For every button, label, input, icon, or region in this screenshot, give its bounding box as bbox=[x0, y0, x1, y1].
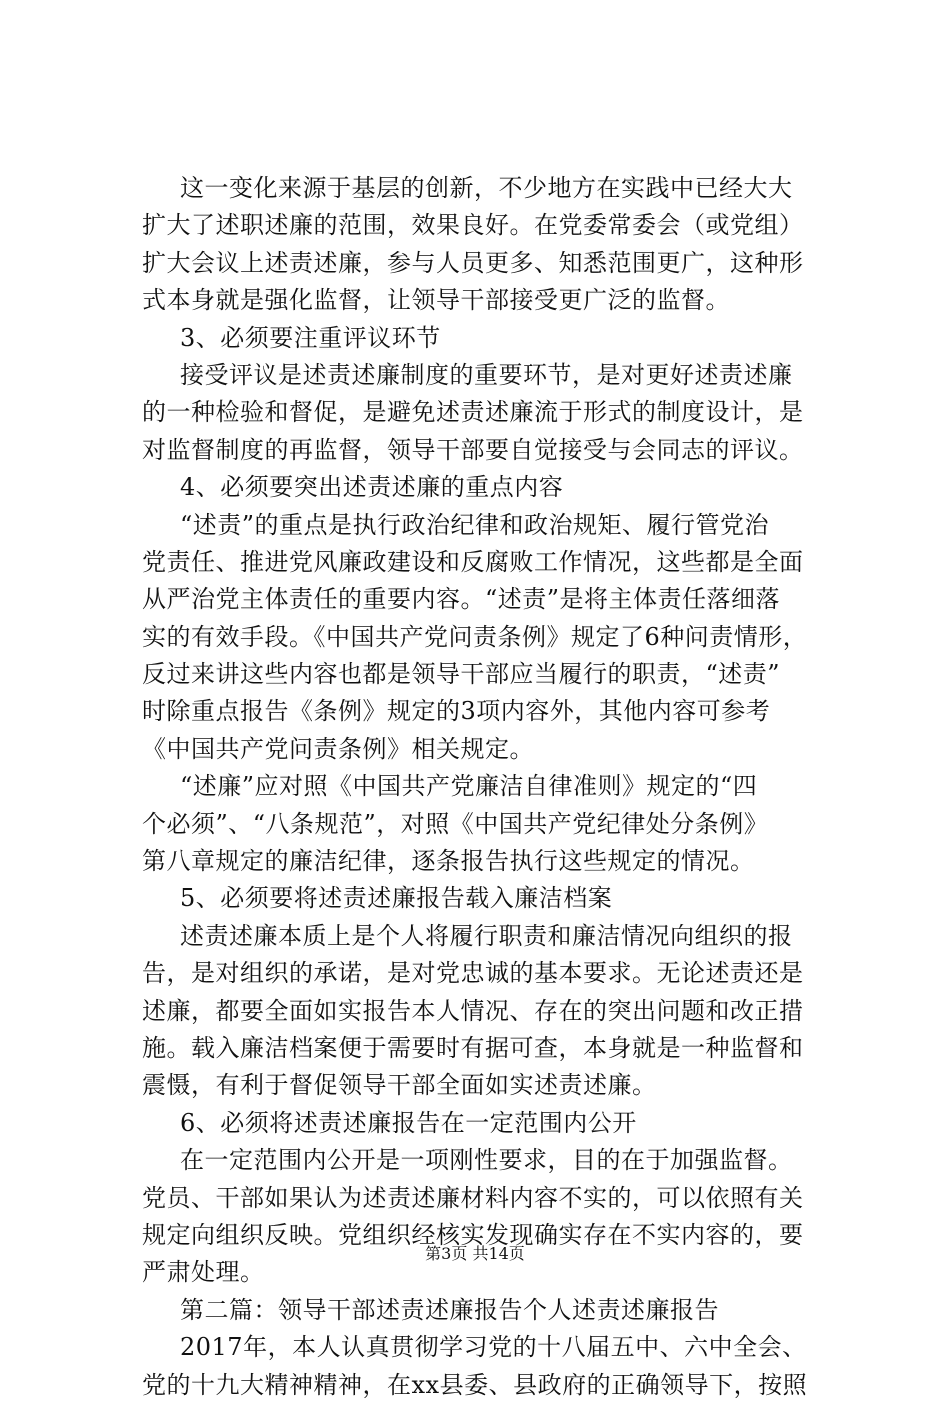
text-line: 述廉，都要全面如实报告本人情况、存在的突出问题和改正措 bbox=[142, 996, 804, 1025]
text-line: 时除重点报告《条例》规定的3项内容外，其他内容可参考 bbox=[142, 697, 771, 726]
text-line: 从严治党主体责任的重要内容。“述责”是将主体责任落细落 bbox=[142, 585, 781, 614]
text-line: 施。载入廉洁档案便于需要时有据可查，本身就是一种监督和 bbox=[142, 1033, 804, 1062]
text-line: 实的有效手段。《中国共产党问责条例》规定了6种问责情形， bbox=[142, 622, 808, 651]
text-line: “述责”的重点是执行政治纪律和政治规矩、履行管党治 bbox=[180, 510, 770, 539]
text-line: 规定向组织反映。党组织经核实发现确实存在不实内容的，要 bbox=[142, 1220, 804, 1249]
page-number-footer: 第3页 共14页 bbox=[425, 1244, 525, 1263]
section-heading: 5、必须要将述责述廉报告载入廉洁档案 bbox=[180, 884, 613, 913]
text-line: 严肃处理。 bbox=[142, 1258, 265, 1287]
section-heading: 4、必须要突出述责述廉的重点内容 bbox=[180, 473, 564, 502]
document-body bbox=[142, 170, 832, 1404]
section-heading: 6、必须将述责述廉报告在一定范围内公开 bbox=[180, 1108, 637, 1137]
text-line: 震慑，有利于督促领导干部全面如实述责述廉。 bbox=[142, 1071, 657, 1100]
text-line: 第八章规定的廉洁纪律，逐条报告执行这些规定的情况。 bbox=[142, 847, 755, 876]
text-line: 这一变化来源于基层的创新，不少地方在实践中已经大大 bbox=[180, 174, 793, 202]
text-line: 的一种检验和督促，是避免述责述廉流于形式的制度设计，是 bbox=[142, 398, 804, 427]
text-line: 告，是对组织的承诺，是对党忠诚的基本要求。无论述责还是 bbox=[142, 959, 804, 988]
text-line: 对监督制度的再监督，领导干部要自觉接受与会同志的评议。 bbox=[142, 435, 804, 464]
text-line: 接受评议是述责述廉制度的重要环节，是对更好述责述廉 bbox=[180, 360, 793, 389]
text-line: 反过来讲这些内容也都是领导干部应当履行的职责，“述责” bbox=[142, 660, 781, 689]
text-line: 扩大会议上述责述廉，参与人员更多、知悉范围更广，这种形 bbox=[142, 248, 804, 277]
text-line: 党的十九大精神精神，在xx县委、县政府的正确领导下，按照 bbox=[142, 1370, 808, 1399]
text-line: 在一定范围内公开是一项刚性要求，目的在于加强监督。 bbox=[180, 1146, 793, 1175]
text-line: “述廉”应对照《中国共产党廉洁自律准则》规定的“四 bbox=[180, 772, 758, 801]
text-line: 扩大了述职述廉的范围，效果良好。在党委常委会（或党组） bbox=[142, 211, 804, 240]
section-heading: 3、必须要注重评议环节 bbox=[180, 323, 441, 352]
text-line: 个必须”、“八条规范”，对照《中国共产党纪律处分条例》 bbox=[142, 809, 769, 838]
text-line: 2017年，本人认真贯彻学习党的十八届五中、六中全会、 bbox=[180, 1333, 807, 1362]
chapter-heading: 第二篇：领导干部述责述廉报告个人述责述廉报告 bbox=[180, 1295, 719, 1324]
text-line: 党责任、推进党风廉政建设和反腐败工作情况，这些都是全面 bbox=[142, 547, 804, 576]
text-line: 述责述廉本质上是个人将履行职责和廉洁情况向组织的报 bbox=[180, 921, 793, 950]
text-line: 式本身就是强化监督，让领导干部接受更广泛的监督。 bbox=[142, 286, 730, 315]
text-line: 党员、干部如果认为述责述廉材料内容不实的，可以依照有关 bbox=[142, 1183, 804, 1212]
text-line: 《中国共产党问责条例》相关规定。 bbox=[142, 734, 534, 763]
